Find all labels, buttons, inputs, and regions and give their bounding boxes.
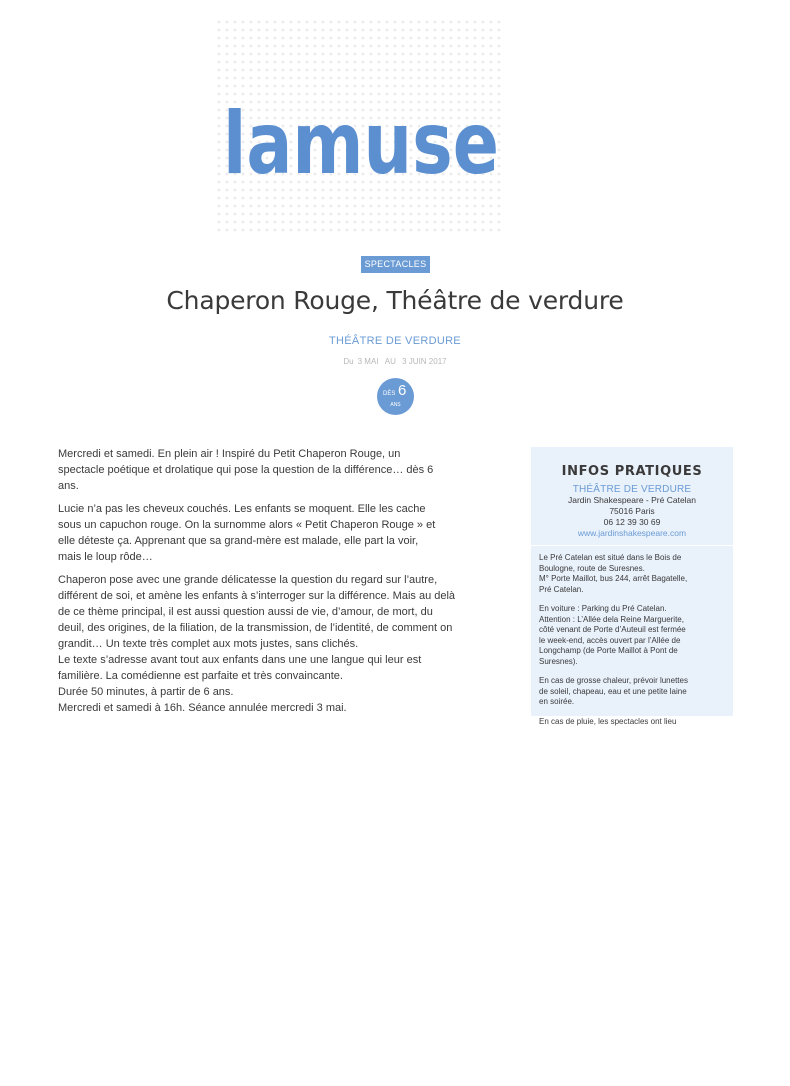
logo-wordmark [215,18,505,233]
text-line: Mercredi et samedi. En plein air ! Inspiré du Petit Chaperon Rouge, un [58,448,401,460]
venue-link[interactable]: THÉÂTRE DE VERDURE [329,335,461,347]
text-line: le week-end, accès ouvert par l’Allée de [539,635,681,645]
age-suffix: ANS [390,402,401,408]
infos-website-link[interactable]: www.jardinshakespeare.com [577,528,687,538]
article-body [58,446,470,723]
logo-text: lamuse [223,94,499,194]
article-paragraph [58,572,470,716]
infos-body [531,546,733,727]
infos-phone: 06 12 39 30 69 [603,517,661,527]
logo[interactable] [215,18,505,233]
infos-pratiques-panel [531,447,733,726]
infos-address-line: Jardin Shakespeare - Pré Catelan [567,495,697,505]
age-number: 6 [398,382,407,399]
text-line: Le Pré Catelan est situé dans le Bois de [539,553,682,562]
text-line: Le texte s’adresse avant tout aux enfants dans une une langue qui leur est [58,654,422,666]
dates-to-prefix: AU [384,357,396,366]
infos-address-line: 75016 Paris [609,506,655,516]
text-line: Longchamp (de Porte Maillot à Pont de [539,646,678,655]
text-line: Pré Catelan. [539,584,584,594]
page-title: Chaperon Rouge, Théâtre de verdure [166,286,624,315]
text-line: Lucie n’a pas les cheveux couchés. Les enfants se moquent. Elle les cache [58,503,426,515]
text-line: mais le loup rôde… [58,551,153,563]
text-line: sous un capuchon rouge. On la surnomme alors « Petit Chaperon Rouge » et [58,519,436,531]
age-badge [377,378,414,415]
text-line: En voiture : Parking du Pré Catelan. [539,604,667,613]
text-line: côté venant de Porte d’Auteuil est fermée [539,625,686,634]
text-line: grandit… Un texte très complet aux mots justes, sans clichés. [58,638,359,650]
text-line: de ce thème principal, il est aussi question aussi de vie, d’amour, de mort, du [58,606,433,618]
infos-paragraph [539,676,725,708]
text-line: en soirée. [539,697,575,706]
infos-paragraph [539,717,725,728]
text-line: Suresnes). [539,656,578,666]
event-dates [0,357,790,366]
dates-from-prefix: Du [343,357,354,366]
dates-from: 3 MAI [357,357,379,366]
text-line: de soleil, chapeau, eau et une petite laine [539,686,687,696]
infos-title: INFOS PRATIQUES [561,464,703,479]
article-paragraph [58,446,470,494]
article-paragraph [58,501,470,565]
text-line: En cas de pluie, les spectacles ont lieu [539,716,677,726]
text-line: spectacle poétique et drolatique qui pose la question de la différence… dès 6 [58,464,434,476]
infos-paragraph [539,604,725,667]
text-line: En cas de grosse chaleur, prévoir lunettes [539,676,688,685]
age-prefix: DÈS [383,391,396,397]
text-line: M° Porte Maillot, bus 244, arrêt Bagatelle, [539,574,688,583]
infos-venue-link[interactable]: THÉÂTRE DE VERDURE [572,484,692,495]
text-line: deuil, des origines, de la filiation, de la transmission, de l’identité, de comment on [58,622,453,634]
text-line: Attention : L’Allée dela Reine Marguerite, [539,614,684,624]
text-line: Mercredi et samedi à 16h. Séance annulée mercredi 3 mai. [58,702,347,714]
infos-paragraph [539,553,725,595]
text-line: ans. [58,480,79,492]
category-badge[interactable]: SPECTACLES [361,256,430,273]
text-line: Chaperon pose avec une grande délicatesse la question du regard sur l’autre, [58,574,438,586]
text-line: Boulogne, route de Suresnes. [539,563,645,573]
text-line: différent de soi, et amène les enfants à s’interroger sur la différence. Mais au delà [58,590,456,602]
text-line: Durée 50 minutes, à partir de 6 ans. [58,686,234,698]
dates-to: 3 JUIN 2017 [402,357,447,366]
text-line: familière. La comédienne est parfaite et très convaincante. [58,670,343,682]
text-line: elle déteste ça. Apprenant que sa grand-mère est malade, elle part la voir, [58,535,419,547]
